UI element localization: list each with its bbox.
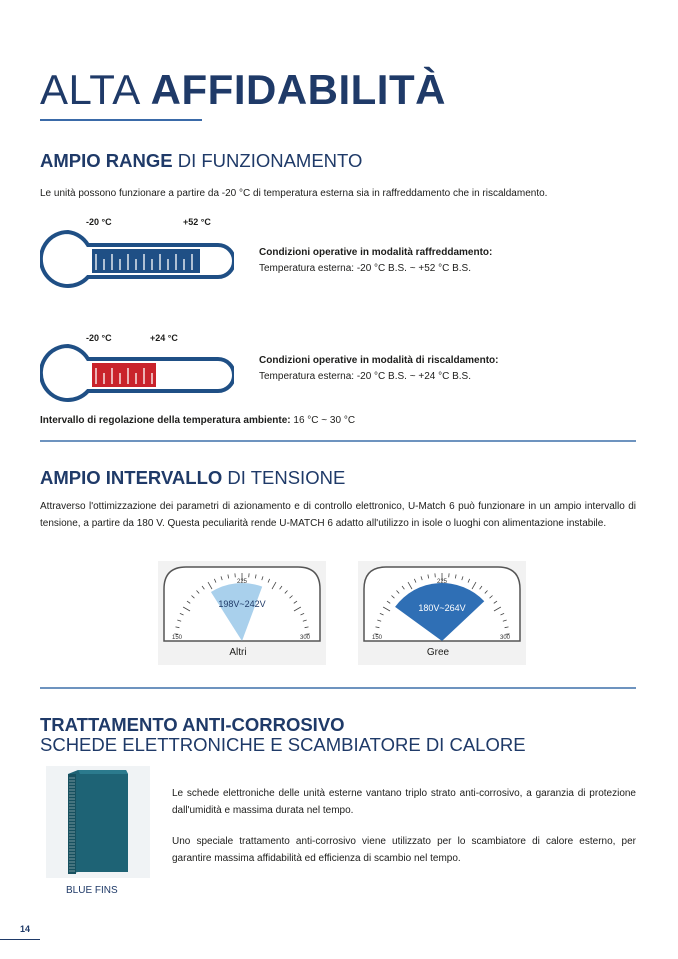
section-divider — [40, 687, 636, 689]
gauge-altri-max: 300 — [299, 635, 311, 641]
section-voltage-heading-bold: AMPIO INTERVALLO — [40, 467, 223, 488]
cooling-max-label: +52 °C — [183, 217, 211, 227]
section-range-heading-bold: AMPIO RANGE — [40, 150, 173, 171]
heating-condition-text: Temperatura esterna: -20 °C B.S. ~ +24 °C B.S. — [259, 371, 471, 382]
page-number-rule — [0, 939, 40, 940]
gauge-gree-min: 150 — [371, 635, 383, 641]
ambient-range-value: 16 °C ~ 30 °C — [290, 415, 356, 426]
gauge-altri-range: 198V~242V — [218, 599, 266, 609]
page-title-light: ALTA — [40, 66, 151, 113]
gauge-gree-range: 180V~264V — [418, 603, 466, 613]
title-underline — [40, 119, 202, 121]
cooling-condition-title: Condizioni operative in modalità raffreddamento: — [259, 247, 493, 258]
gauge-gree-mid: 225 — [436, 579, 448, 585]
page-number: 14 — [20, 924, 31, 934]
section-range-heading — [40, 150, 362, 172]
section-voltage-heading-light: DI TENSIONE — [222, 467, 346, 488]
section-range-heading-light: DI FUNZIONAMENTO — [172, 150, 363, 171]
gauge-altri-mid: 225 — [236, 579, 248, 585]
anticorrosion-paragraph-1: Le schede elettroniche delle unità esterne vantano triplo strato anti-corrosivo, a garanzia di protezione dall'umidità e massima durata nel tempo. — [172, 788, 636, 816]
anticorrosion-paragraph-2: Uno speciale trattamento anti-corrosivo viene utilizzato per lo scambiatore di calore esterno, per garantire massima affidabilità ed efficienza di scambio nel tempo. — [172, 836, 636, 864]
section-anticorrosion-heading — [40, 714, 345, 736]
ambient-range-label: Intervallo di regolazione della temperatura ambiente: — [40, 415, 291, 426]
page-title — [40, 66, 446, 114]
section-anticorrosion-heading-bold: TRATTAMENTO ANTI-CORROSIVO — [40, 714, 345, 735]
heating-thermometer-icon — [40, 342, 234, 404]
heating-condition-title: Condizioni operative in modalità di riscaldamento: — [259, 355, 499, 366]
cooling-min-label: -20 °C — [86, 217, 112, 227]
blue-fins-image — [46, 766, 150, 878]
section-voltage-heading — [40, 467, 345, 489]
gauge-gree-caption: Gree — [426, 647, 450, 658]
heating-max-label: +24 °C — [150, 333, 178, 343]
cooling-condition-text: Temperatura esterna: -20 °C B.S. ~ +52 °C B.S. — [259, 263, 471, 274]
gauge-gree-max: 300 — [499, 635, 511, 641]
section-anticorrosion-subheading: SCHEDE ELETTRONICHE E SCAMBIATORE DI CALORE — [40, 734, 526, 755]
cooling-thermometer-icon — [40, 228, 234, 290]
section-divider — [40, 440, 636, 442]
section-voltage-paragraph: Attraverso l'ottimizzazione dei parametri di azionamento e di controllo elettronico, U-Match 6 può funzionare in un ampio intervallo di tensione, a partire da 180 V. Questa peculiarità rende U-MATCH 6 adatto all'utilizzo in isole o luoghi con alimentazione instabile. — [40, 501, 636, 529]
ambient-range — [40, 413, 355, 430]
gauge-altri-caption: Altri — [229, 647, 247, 658]
gauge-altri-min: 150 — [171, 635, 183, 641]
heating-fill-bar — [92, 363, 156, 387]
heating-min-label: -20 °C — [86, 333, 112, 343]
page-title-bold: AFFIDABILITÀ — [150, 66, 446, 113]
section-range-intro: Le unità possono funzionare a partire da -20 °C di temperatura esterna sia in raffreddamento che in riscaldamento. — [40, 188, 548, 199]
blue-fins-caption: BLUE FINS — [66, 885, 118, 896]
